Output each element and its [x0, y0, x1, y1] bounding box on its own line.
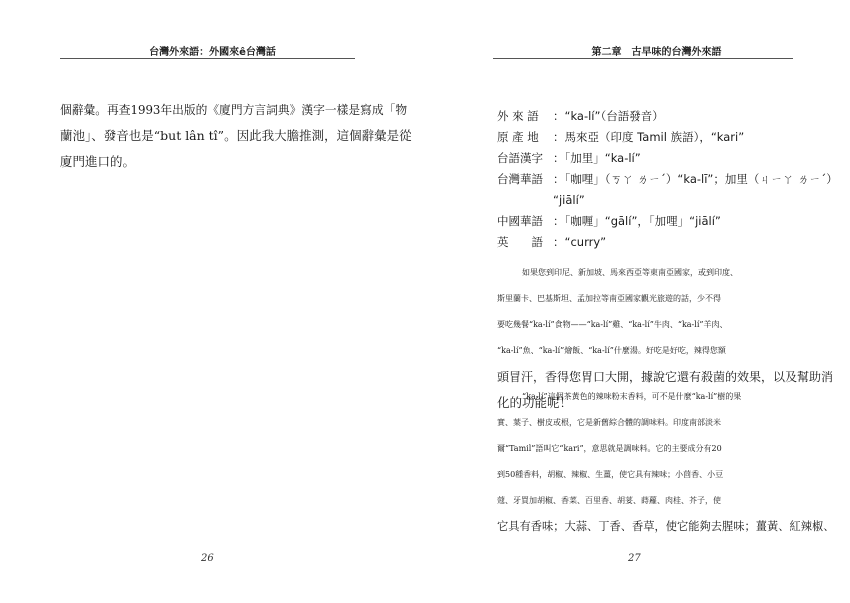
text-line: 如果您到印尼、新加坡、馬來西亞等東南亞國家，或到印度、 — [522, 268, 738, 277]
info-label: 英 語 — [497, 235, 543, 249]
page-number-right: 27 — [628, 553, 641, 564]
text-line: 個辭彙。再查1993年出版的《廈門方言詞典》漢字一樣是寫成「物 — [60, 103, 408, 117]
info-label: 台語漢字 — [497, 151, 543, 165]
text-line: 它具有香味；大蒜、丁香、香草，使它能夠去腥味；薑黃、紅辣椒、 — [497, 520, 835, 533]
text-line: 廈門進口的。 — [60, 154, 136, 169]
header-rule-left — [60, 58, 355, 59]
text-line: 化的功能呢！ — [497, 395, 573, 410]
info-row-china-mandarin — [497, 211, 838, 232]
term-info-list — [497, 106, 838, 253]
info-row-origin — [497, 127, 838, 148]
info-value: ：馬來亞（印度 Tamil 族語），“kari” — [553, 130, 745, 144]
text-line: 實、葉子、樹皮或根，它是新舊綜合體的調味料。印度南部淡米 — [497, 418, 721, 427]
info-row-loanword — [497, 106, 838, 127]
info-label: 台灣華語 — [497, 172, 543, 186]
info-value: ：“ka-lí”（台語發音） — [553, 109, 664, 123]
info-row-taiwanese-hanzi — [497, 148, 838, 169]
running-header-right: 第二章 古早味的台灣外來語 — [591, 47, 722, 58]
text-line: 爾“Tamil”語叫它“kari”，意思就是調味料。它的主要成分有20 — [497, 444, 722, 453]
text-line: 斯里蘭卡、巴基斯坦、孟加拉等南亞國家觀光旅遊的話，少不得 — [497, 294, 721, 303]
body-paragraph-2 — [497, 384, 835, 540]
body-paragraph-left — [60, 97, 412, 175]
text-line: 頭冒汗，香得您胃口大開，據說它還有殺菌的效果，以及幫助消 — [497, 370, 834, 384]
right-page — [425, 0, 850, 603]
info-label: 外 來 語 — [497, 109, 539, 123]
info-label — [497, 190, 553, 211]
text-line: 蔻、牙買加胡椒、香菜、百里香、胡荽、蒔蘿、肉桂、芥子，使 — [497, 496, 721, 505]
text-line: 到50種香料，胡椒、辣椒、生薑，使它具有辣味；小茴香、小豆 — [497, 470, 724, 479]
info-value: ：「咖喱」“gālí”，「加哩」“jiālí” — [553, 214, 721, 228]
header-rule-right — [493, 58, 793, 59]
running-header-left: 台灣外來語：外國來ê台灣話 — [149, 47, 276, 58]
info-row-taiwan-mandarin — [497, 169, 838, 190]
text-line: “ka-lí”這個茶黃色的辣味粉末香料，可不是什麼“ka-lí”樹的果 — [522, 392, 742, 401]
text-line: “ka-lí”魚、“ka-lí”燴飯、“ka-lí”什麼湯。好吃是好吃，辣得您額 — [497, 346, 726, 355]
info-value: ：「咖哩」（ㄎㄚ ㄌㄧˊ）“ka-lī”；加里（ㄐㄧㄚ ㄌㄧˊ） — [553, 172, 838, 186]
info-label: 原 產 地 — [497, 130, 539, 144]
info-value: ：「加里」“ka-lí” — [553, 151, 641, 165]
page-number-left: 26 — [201, 553, 214, 564]
info-value: ：“curry” — [553, 235, 607, 249]
info-row-english — [497, 232, 838, 253]
text-line: 要吃幾餐“ka-lí”食物——“ka-lí”雞、“ka-lí”牛肉、“ka-lí”羊肉、 — [497, 320, 728, 329]
info-row-continuation — [497, 190, 838, 211]
info-value: “jiālí” — [553, 193, 585, 207]
info-label: 中國華語 — [497, 214, 543, 228]
text-line: 蘭池」、發音也是“but lân tî”。因此我大膽推測，這個辭彙是從 — [60, 128, 412, 143]
